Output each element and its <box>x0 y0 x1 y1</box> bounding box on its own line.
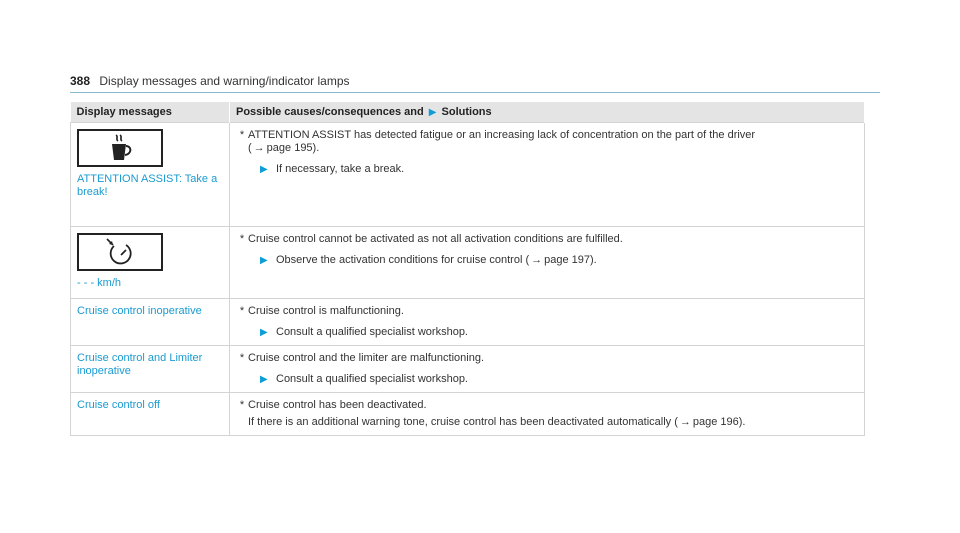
message-label: Cruise control off <box>77 399 160 411</box>
asterisk-icon: * <box>239 233 245 245</box>
table-row <box>71 299 865 346</box>
ref-open: ( <box>248 142 252 154</box>
page-number: 388 <box>70 74 91 88</box>
display-cell <box>71 299 230 346</box>
message-label: Cruise control inoperative <box>77 305 202 317</box>
display-cell <box>71 227 230 299</box>
cruise-control-icon <box>77 233 163 271</box>
asterisk-icon: * <box>239 129 245 141</box>
action-text: Observe the activation conditions for cruise control ( <box>276 254 530 266</box>
cause-text: Cruise control has been deactivated. <box>248 399 427 411</box>
column-header-solutions-label: Solutions <box>441 105 492 118</box>
page-title: Display messages and warning/indicator lamps <box>99 74 350 88</box>
cause-text: ATTENTION ASSIST has detected fatigue or an increasing lack of concentration on the part of the driver <box>248 129 756 141</box>
message-label: Cruise control and Limiter inoperative <box>77 352 203 377</box>
cause-text: Cruise control is malfunctioning. <box>248 305 404 317</box>
page-ref-arrow-icon: → <box>253 142 265 154</box>
page-ref-link[interactable]: page 196). <box>692 416 746 428</box>
causes-cell <box>230 393 865 436</box>
table-row <box>71 393 865 436</box>
causes-cell <box>230 346 865 393</box>
message-label: ATTENTION ASSIST: Take a break! <box>77 173 218 198</box>
action-arrow-icon: ▶ <box>260 164 268 175</box>
solutions-arrow-icon: ▶ <box>428 106 437 118</box>
column-header-causes-label: Possible causes/consequences and <box>236 105 424 118</box>
cause-text: Cruise control cannot be activated as not all activation conditions are fulfilled. <box>248 233 623 245</box>
causes-cell <box>230 299 865 346</box>
display-cell <box>71 393 230 436</box>
table-row <box>71 227 865 299</box>
page-ref-link[interactable]: page 197). <box>544 254 597 266</box>
causes-cell <box>230 227 865 299</box>
page-ref-arrow-icon: → <box>679 416 691 428</box>
asterisk-icon: * <box>239 399 245 411</box>
asterisk-icon: * <box>239 305 245 317</box>
table-row <box>71 346 865 393</box>
display-cell <box>71 346 230 393</box>
detail-text: If there is an additional warning tone, cruise control has been deactivated automatically ( <box>248 416 678 428</box>
page-ref-arrow-icon: → <box>531 254 543 266</box>
display-cell <box>71 123 230 227</box>
table-header-row <box>71 102 865 123</box>
action-arrow-icon: ▶ <box>260 255 268 266</box>
table-row <box>71 123 865 227</box>
display-messages-table <box>70 102 865 436</box>
causes-cell <box>230 123 865 227</box>
action-arrow-icon: ▶ <box>260 374 268 385</box>
action-text: If necessary, take a break. <box>276 163 405 175</box>
page-ref-link[interactable]: page 195). <box>266 142 320 154</box>
asterisk-icon: * <box>239 352 245 364</box>
cause-text: Cruise control and the limiter are malfunctioning. <box>248 352 485 364</box>
column-header-causes <box>230 102 865 123</box>
page-header <box>70 74 880 93</box>
action-text: Consult a qualified specialist workshop. <box>276 326 468 338</box>
action-text: Consult a qualified specialist workshop. <box>276 373 468 385</box>
column-header-display-messages: Display messages <box>71 102 230 123</box>
action-arrow-icon: ▶ <box>260 327 268 338</box>
message-label: - - - km/h <box>77 277 121 289</box>
coffee-cup-icon <box>77 129 163 167</box>
